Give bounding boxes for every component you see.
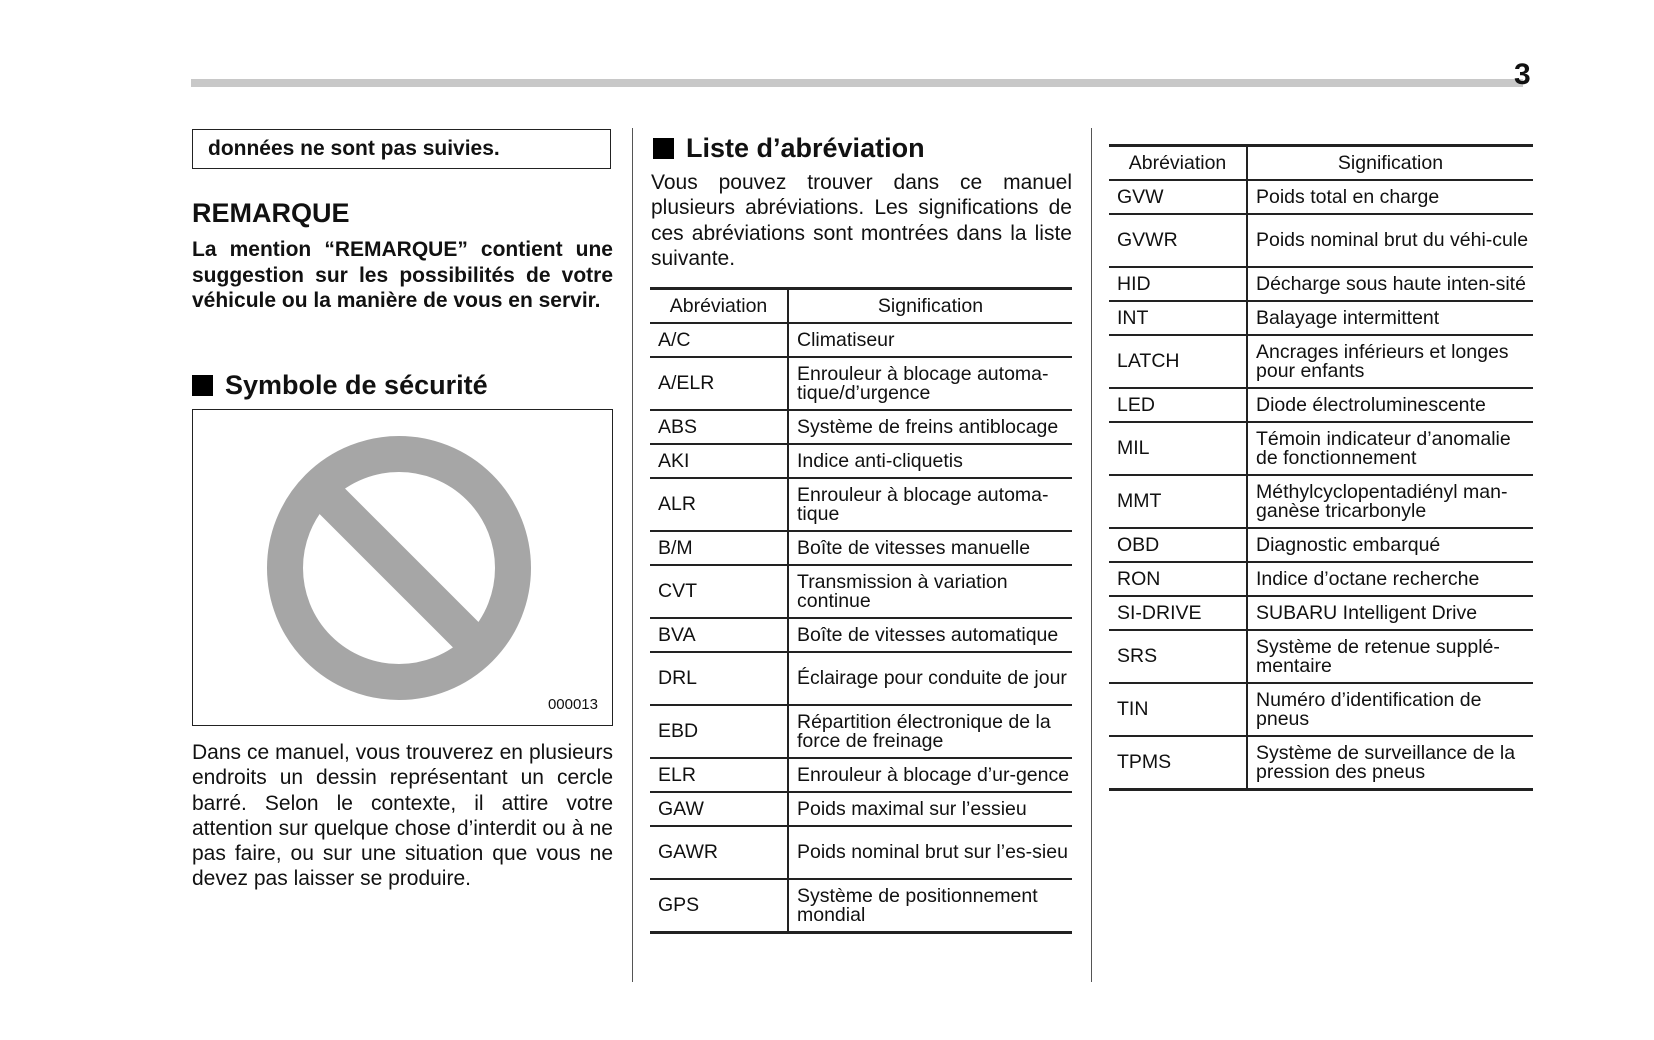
header-rule — [191, 79, 1523, 87]
meaning-cell: Diode électroluminescente — [1247, 388, 1533, 422]
table-row — [1109, 736, 1533, 790]
meaning-cell: Témoin indicateur d’anomalie de fonctionnement — [1247, 422, 1533, 475]
table-row — [1109, 596, 1533, 630]
abbreviation-cell: GAWR — [650, 826, 788, 879]
table-row — [1109, 180, 1533, 214]
table-row — [650, 444, 1072, 478]
table-row — [650, 531, 1072, 565]
abbreviation-cell: ALR — [650, 478, 788, 531]
abbreviation-intro: Vous pouvez trouver dans ce manuel plusieurs abréviations. Les significations de ces abréviations sont montrées dans la liste suivante. — [651, 171, 1072, 270]
table-row — [1109, 562, 1533, 596]
meaning-cell: Enrouleur à blocage automa-tique/d’urgence — [788, 357, 1072, 410]
abbreviation-cell: GVWR — [1109, 214, 1247, 267]
column-header-abbreviation: Abréviation — [650, 289, 788, 324]
meaning-cell: Numéro d’identification de pneus — [1247, 683, 1533, 736]
meaning-cell: Ancrages inférieurs et longes pour enfants — [1247, 335, 1533, 388]
table-row — [650, 792, 1072, 826]
meaning-cell: Système de freins antiblocage — [788, 410, 1072, 444]
abbreviation-cell: ELR — [650, 758, 788, 792]
abbreviation-cell: SRS — [1109, 630, 1247, 683]
abbreviation-cell: AKI — [650, 444, 788, 478]
meaning-cell: Poids nominal brut sur l’es-sieu — [788, 826, 1072, 879]
table-row — [650, 323, 1072, 357]
table-row — [650, 478, 1072, 531]
meaning-cell: Système de surveillance de la pression des pneus — [1247, 736, 1533, 790]
abbreviation-cell: INT — [1109, 301, 1247, 335]
abbreviation-cell: GAW — [650, 792, 788, 826]
section-bullet-icon — [192, 375, 213, 396]
table-row — [1109, 388, 1533, 422]
column-divider — [632, 128, 633, 982]
table-row — [1109, 422, 1533, 475]
figure-code: 000013 — [547, 696, 598, 713]
meaning-cell: Balayage intermittent — [1247, 301, 1533, 335]
meaning-cell: SUBARU Intelligent Drive — [1247, 596, 1533, 630]
meaning-cell: Système de positionnement mondial — [788, 879, 1072, 933]
abbreviation-cell: OBD — [1109, 528, 1247, 562]
meaning-cell: Poids nominal brut du véhi-cule — [1247, 214, 1533, 267]
abbreviation-cell: SI-DRIVE — [1109, 596, 1247, 630]
meaning-cell: Système de retenue supplé-mentaire — [1247, 630, 1533, 683]
abbreviation-cell: RON — [1109, 562, 1247, 596]
abbreviation-table-1 — [650, 287, 1072, 934]
abbreviation-cell: GPS — [650, 879, 788, 933]
abbreviation-cell: MMT — [1109, 475, 1247, 528]
column-header-abbreviation: Abréviation — [1109, 146, 1247, 181]
column-divider — [1091, 128, 1092, 982]
page-number: 3 — [1514, 58, 1531, 91]
abbreviation-cell: DRL — [650, 652, 788, 705]
abbreviation-cell: LATCH — [1109, 335, 1247, 388]
abbreviation-cell: A/ELR — [650, 357, 788, 410]
meaning-cell: Diagnostic embarqué — [1247, 528, 1533, 562]
table-row — [1109, 683, 1533, 736]
safety-symbol-body: Dans ce manuel, vous trouverez en plusieurs endroits un dessin représentant un cercle barré. Selon le contexte, il attire votre attention sur quelque chose d’interdit ou à ne pas faire, ou sur une situation que vous ne devez pas laisser se produire. — [192, 741, 613, 891]
abbreviation-cell: HID — [1109, 267, 1247, 301]
abbreviation-cell: LED — [1109, 388, 1247, 422]
table-row — [1109, 214, 1533, 267]
abbreviation-heading — [653, 132, 925, 164]
column-header-meaning: Signification — [1247, 146, 1533, 181]
table-header-row — [1109, 146, 1533, 181]
abbreviation-cell: TIN — [1109, 683, 1247, 736]
meaning-cell: Éclairage pour conduite de jour — [788, 652, 1072, 705]
abbreviation-cell: BVA — [650, 618, 788, 652]
table-row — [650, 758, 1072, 792]
abbreviation-title: Liste d’abréviation — [686, 133, 925, 163]
table-row — [650, 565, 1072, 618]
meaning-cell: Poids total en charge — [1247, 180, 1533, 214]
table-row — [650, 826, 1072, 879]
meaning-cell: Répartition électronique de la force de freinage — [788, 705, 1072, 758]
boxed-note: données ne sont pas suivies. — [192, 129, 611, 169]
meaning-cell: Poids maximal sur l’essieu — [788, 792, 1072, 826]
table-row — [650, 705, 1072, 758]
remarque-body: La mention “REMARQUE” contient une suggestion sur les possibilités de votre véhicule ou la manière de vous en servir. — [192, 238, 613, 312]
remarque-title: REMARQUE — [192, 198, 350, 228]
meaning-cell: Transmission à variation continue — [788, 565, 1072, 618]
meaning-cell: Enrouleur à blocage automa-tique — [788, 478, 1072, 531]
abbreviation-cell: GVW — [1109, 180, 1247, 214]
table-row — [1109, 335, 1533, 388]
column-header-meaning: Signification — [788, 289, 1072, 324]
abbreviation-cell: CVT — [650, 565, 788, 618]
table-row — [650, 652, 1072, 705]
abbreviation-cell: A/C — [650, 323, 788, 357]
abbreviation-cell: B/M — [650, 531, 788, 565]
table-row — [650, 410, 1072, 444]
meaning-cell: Enrouleur à blocage d’ur-gence — [788, 758, 1072, 792]
table-row — [1109, 475, 1533, 528]
table-row — [650, 357, 1072, 410]
prohibition-circle-icon — [193, 410, 611, 724]
abbreviation-cell: ABS — [650, 410, 788, 444]
safety-symbol-title: Symbole de sécurité — [225, 370, 488, 400]
table-row — [1109, 528, 1533, 562]
table-row — [1109, 630, 1533, 683]
meaning-cell: Indice d’octane recherche — [1247, 562, 1533, 596]
meaning-cell: Décharge sous haute inten-sité — [1247, 267, 1533, 301]
meaning-cell: Boîte de vitesses automatique — [788, 618, 1072, 652]
safety-symbol-figure — [192, 409, 613, 726]
meaning-cell: Indice anti-cliquetis — [788, 444, 1072, 478]
table-row — [1109, 301, 1533, 335]
table-row — [650, 879, 1072, 933]
table-row — [650, 618, 1072, 652]
abbreviation-table-2 — [1109, 144, 1533, 791]
meaning-cell: Méthylcyclopentadiényl man-ganèse tricarbonyle — [1247, 475, 1533, 528]
meaning-cell: Boîte de vitesses manuelle — [788, 531, 1072, 565]
abbreviation-cell: EBD — [650, 705, 788, 758]
table-row — [1109, 267, 1533, 301]
table-header-row — [650, 289, 1072, 324]
safety-symbol-heading — [192, 369, 488, 401]
abbreviation-cell: MIL — [1109, 422, 1247, 475]
meaning-cell: Climatiseur — [788, 323, 1072, 357]
section-bullet-icon — [653, 138, 674, 159]
abbreviation-cell: TPMS — [1109, 736, 1247, 790]
